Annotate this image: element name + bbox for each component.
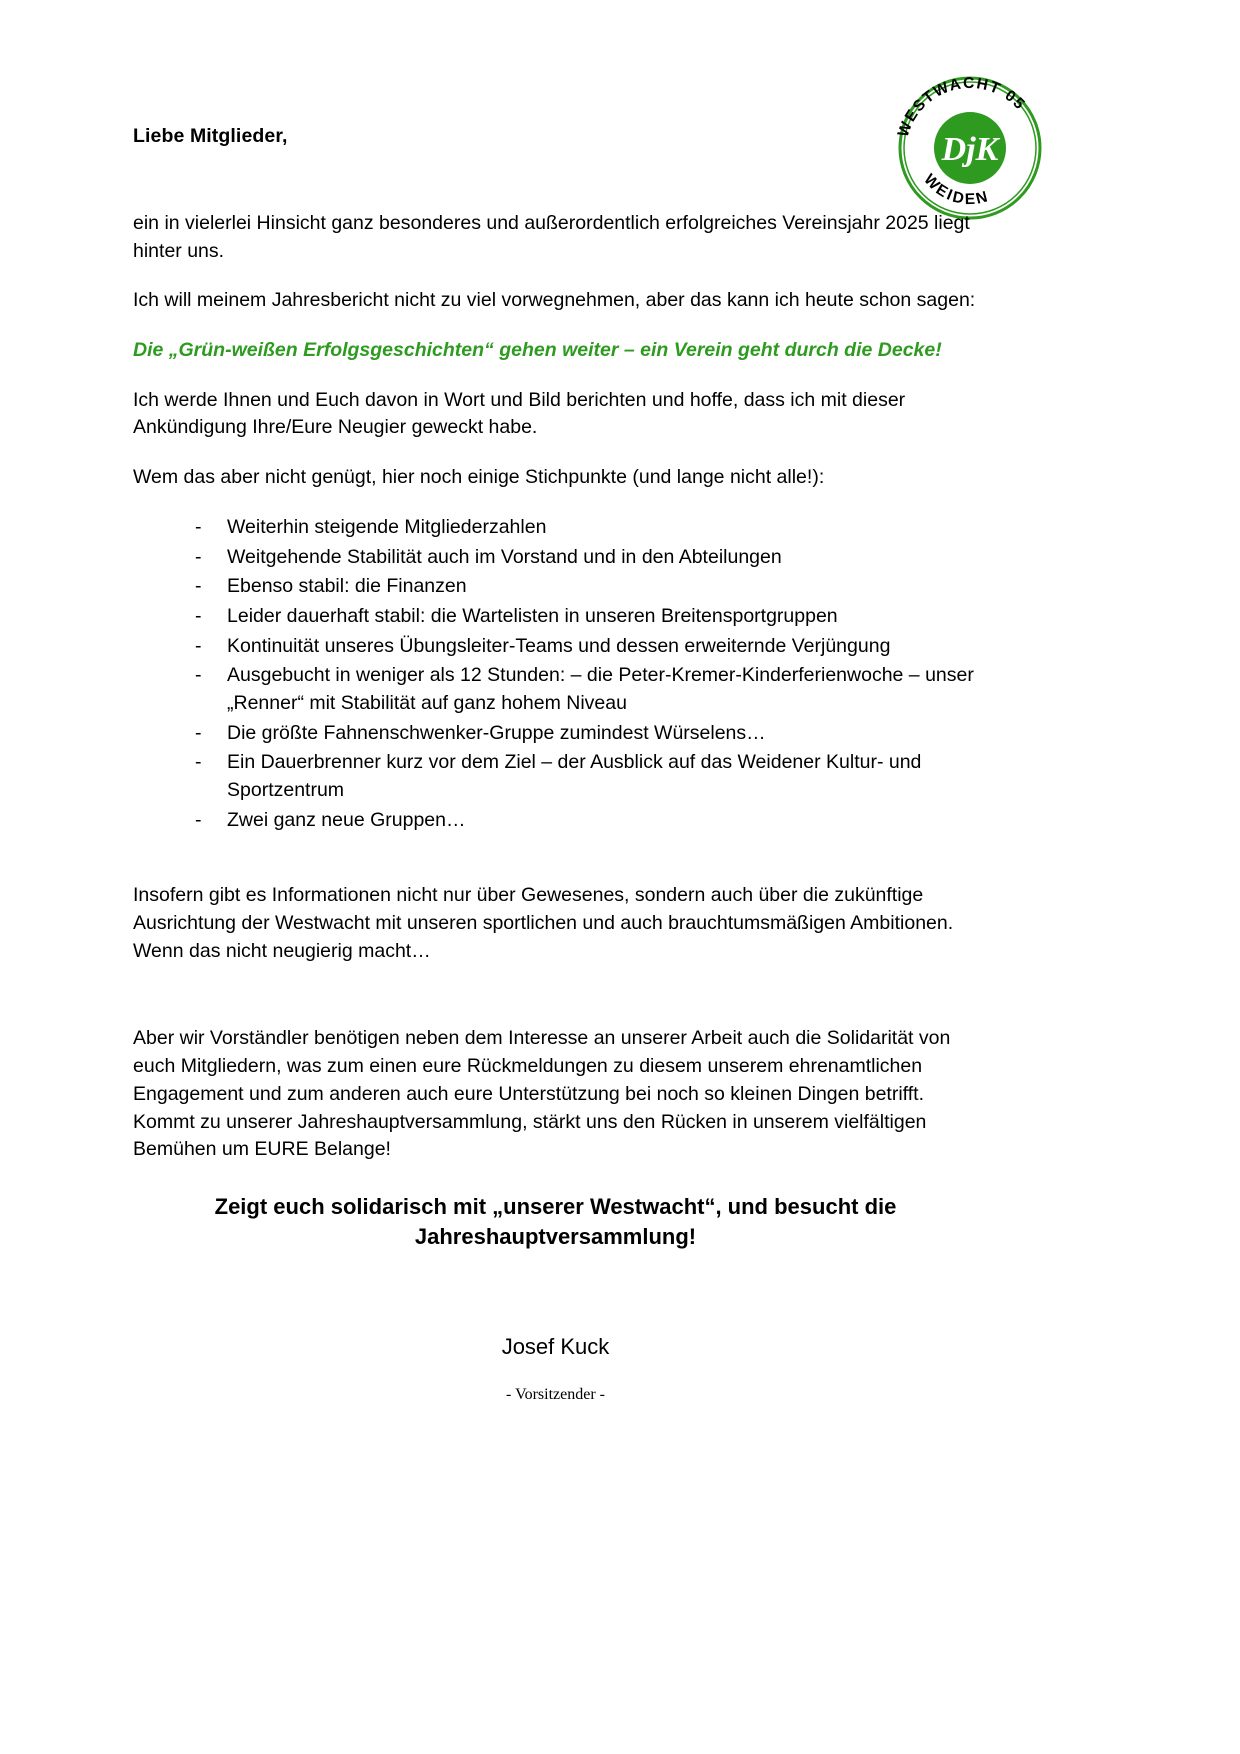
list-item — [165, 662, 978, 717]
list-item — [165, 633, 978, 661]
bullet-list — [133, 514, 978, 835]
list-item — [165, 514, 978, 542]
logo-top-arc-text: WESTWACHT 05 — [894, 74, 1029, 140]
list-item-label: Ein Dauerbrenner kurz vor dem Ziel – der Ausblick auf das Weidener Kultur- und Sportzentrum — [227, 751, 922, 801]
paragraph-solidarity: Aber wir Vorständler benötigen neben dem Interesse an unserer Arbeit auch die Solidarität von euch Mitgliedern, was zum einen eure Rückmeldungen zu diesem unserem ehrenamtlichen Engagement und zum anderen auch eure Unterstützung bei noch so kleinen Dingen betrifft. Kommt zu unserer Jahreshauptversammlung, stärkt uns den Rücken in unserem vielfältigen Bemühen um EURE Belange! — [133, 1027, 951, 1161]
list-item-label: Zwei ganz neue Gruppen… — [227, 808, 466, 831]
spacer — [133, 987, 978, 1025]
letter-body — [133, 125, 978, 1404]
salutation: Liebe Mitglieder, — [133, 125, 288, 147]
list-item — [165, 573, 978, 601]
list-item — [165, 720, 978, 748]
spacer — [133, 836, 978, 882]
bullet-marker: - — [195, 664, 202, 687]
bullet-marker: - — [195, 604, 202, 627]
logo-center-text: DjK — [941, 131, 999, 168]
bullet-marker: - — [195, 808, 202, 831]
bullet-marker: - — [195, 634, 202, 657]
list-item — [165, 603, 978, 631]
list-item-label: Die größte Fahnenschwenker-Gruppe zumindest Würselens… — [227, 721, 766, 744]
bullet-marker: - — [195, 545, 202, 568]
bullet-marker: - — [195, 751, 202, 774]
paragraph-intro-1: ein in vielerlei Hinsicht ganz besonderes und außerordentlich erfolgreiches Vereinsjahr 2025 liegt hinter uns. — [133, 212, 970, 262]
highlight-statement: Die „Grün-weißen Erfolgsgeschichten“ gehen weiter – ein Verein geht durch die Decke! — [133, 339, 942, 362]
call-to-action: Zeigt euch solidarisch mit „unserer Westwacht“, und besucht die Jahreshauptversammlung! — [214, 1193, 897, 1249]
list-item-label: Ebenso stabil: die Finanzen — [227, 575, 467, 598]
list-item-label: Kontinuität unseres Übungsleiter-Teams und dessen erweiternde Verjüngung — [227, 634, 891, 657]
list-item-label: Weitgehende Stabilität auch im Vorstand und in den Abteilungen — [227, 545, 782, 568]
list-item — [165, 544, 978, 572]
bullet-marker: - — [195, 575, 202, 598]
logo-bottom-arc-text: WEIDEN — [920, 171, 992, 209]
list-item — [165, 749, 978, 804]
paragraph-outlook: Insofern gibt es Informationen nicht nur über Gewesenes, sondern auch über die zukünftige Ausrichtung der Westwacht mit unseren sportlichen und auch brauchtumsmäßigen Ambitionen. Wenn das nicht neugierig macht… — [133, 884, 954, 962]
paragraph-after-highlight-1: Ich werde Ihnen und Euch davon in Wort und Bild berichten und hoffe, dass ich mit dieser Ankündigung Ihre/Eure Neugier geweckt habe. — [133, 388, 906, 439]
signature-name: Josef Kuck — [501, 1334, 610, 1360]
signature-block — [133, 1333, 978, 1404]
signature-role: - Vorsitzender - — [506, 1385, 605, 1403]
paragraph-after-highlight-2: Wem das aber nicht genügt, hier noch einige Stichpunkte (und lange nicht alle!): — [133, 466, 825, 489]
bullet-marker: - — [195, 515, 202, 538]
list-item-label: Weiterhin steigende Mitgliederzahlen — [227, 515, 547, 538]
bullet-marker: - — [195, 721, 202, 744]
list-item-label: Leider dauerhaft stabil: die Wartelisten in unseren Breitensportgruppen — [227, 604, 838, 627]
list-item-label: Ausgebucht in weniger als 12 Stunden: – die Peter-Kremer-Kinderferienwoche – unser „Renner“ mit Stabilität auf ganz hohem Niveau — [227, 664, 974, 714]
paragraph-intro-2: Ich will meinem Jahresbericht nicht zu viel vorwegnehmen, aber das kann ich heute schon sagen: — [133, 289, 976, 312]
list-item — [165, 807, 978, 835]
